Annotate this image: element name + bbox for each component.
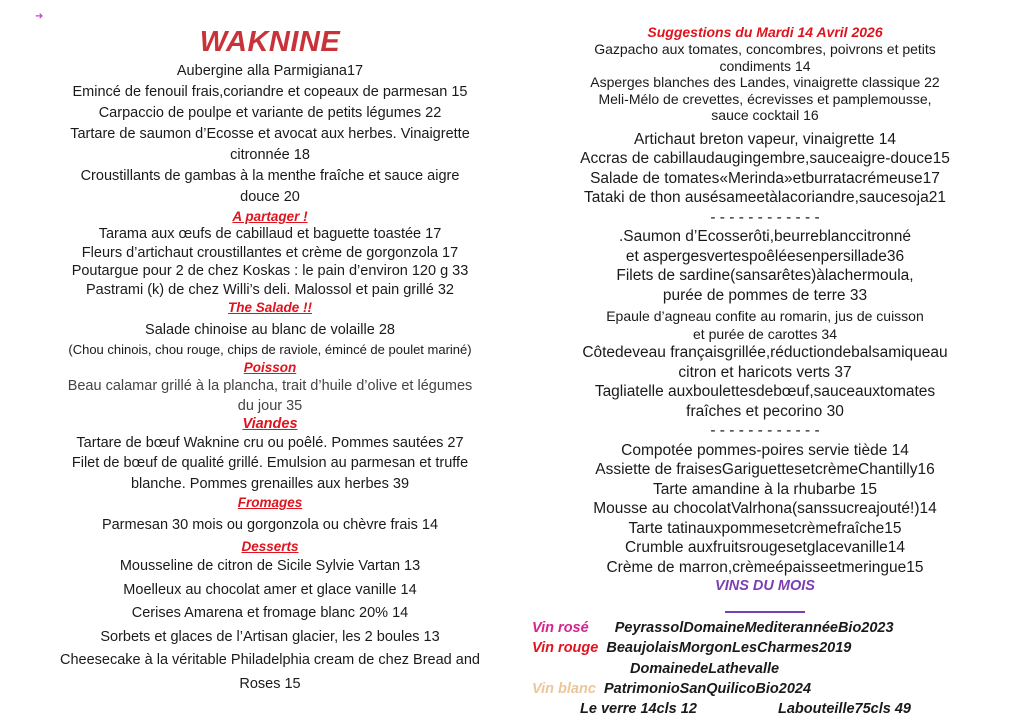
menu-line: Tartare de saumon d’Ecosse et avocat aux herbes. Vinaigrette (70, 126, 470, 142)
suggestions-mains-small (520, 307, 1010, 343)
wine-rose-value: PeyrassolDomaineMediterannéeBio2023 (614, 620, 894, 636)
menu-line: Pastrami (k) de chez Willi’s deli. Malossol et pain grillé 32 (85, 281, 454, 298)
menu-line: Artichaut breton vapeur, vinaigrette 14 (634, 130, 896, 148)
menu-line: Tarte amandine à la rhubarbe 15 (652, 480, 878, 498)
suggestions-column (520, 0, 1010, 613)
menu-line: douce 20 (240, 189, 300, 205)
menu-line: Cerises Amarena et fromage blanc 20% 14 (131, 605, 409, 621)
menu-line: Gazpacho aux tomates, concombres, poivrons et petits (594, 41, 936, 57)
salade-line: Salade chinoise au blanc de volaille 28 (145, 322, 395, 338)
suggestions-starters (520, 130, 1010, 208)
section-title-fromages: Fromages (237, 495, 303, 510)
suggestions-mains-b (520, 343, 1010, 421)
suggestions-desserts (520, 441, 1010, 578)
wine-glass-price: Le verre 14cls 12 (580, 701, 697, 717)
menu-line: citron et haricots verts 37 (678, 363, 852, 381)
menu-line: Cheesecake à la véritable Philadelphia cream de chez Bread and (60, 652, 480, 668)
menu-line: fraîches et pecorino 30 (686, 402, 844, 420)
menu-line: Tagliatelle auxboulettesdebœuf,sauceauxtomates (594, 383, 936, 400)
menu-line: Asperges blanches des Landes, vinaigrette classique 22 (590, 74, 940, 90)
menu-line: et purée de carottes 34 (693, 326, 837, 342)
menu-line: Tataki de thon ausésameetàlacoriandre,saucesoja21 (584, 189, 946, 206)
wine-rouge-value: BeaujolaisMorgonLesCharmes2019 (606, 640, 852, 656)
salade-detail: (Chou chinois, chou rouge, chips de raviole, émincé de poulet mariné) (68, 341, 472, 357)
menu-line: condiments 14 (719, 57, 811, 74)
restaurant-title: WAKNINE (199, 26, 341, 58)
section-title-viandes: Viandes (242, 415, 298, 432)
wines-title: VINS DU MOIS (715, 578, 815, 594)
menu-line: purée de pommes de terre 33 (662, 286, 868, 304)
menu-line: Roses 15 (239, 675, 301, 692)
menu-line: Aubergine alla Parmigiana17 (176, 63, 364, 79)
menu-line: sauce cocktail 16 (711, 107, 819, 123)
wine-rose-row (532, 620, 894, 636)
separator: - - - - - - - - - - - - (710, 208, 820, 226)
wine-blanc-row (532, 681, 811, 697)
section-title-desserts: Desserts (241, 539, 299, 554)
menu-line: Sorbets et glaces de l’Artisan glacier, les 2 boules 13 (100, 628, 440, 645)
menu-line: Assiette de fraisesGariguettesetcrèmeChantilly16 (595, 461, 935, 478)
menu-line: Tartare de bœuf Waknine cru ou poêlé. Pommes sautées 27 (76, 434, 464, 451)
menu-line: et aspergesvertespoêléesenpersillade36 (625, 247, 905, 265)
menu-line: Beau calamar grillé à la plancha, trait d’huile d’olive et légumes (67, 377, 473, 394)
cheese-list (30, 515, 510, 535)
pink-arrow-icon: ➜ (35, 11, 44, 22)
menu-line: Tarama aux œufs de cabillaud et baguette toastée 17 (98, 226, 442, 242)
menu-line: Mousseline de citron de Sicile Sylvie Vartan 13 (119, 558, 421, 574)
menu-line: Meli-Mélo de crevettes, écrevisses et pamplemousse, (598, 90, 932, 107)
menu-line: Carpaccio de poulpe et variante de petits légumes 22 (98, 105, 442, 121)
menu-line: Accras de cabillaudaugingembre,sauceaigre-douce15 (580, 150, 950, 167)
meat-list (30, 433, 510, 495)
menu-line: Crumble auxfruitsrougesetglacevanille14 (624, 539, 905, 556)
wine-rouge-label: Vin rouge (532, 640, 599, 656)
menu-line: Compotée pommes-poires servie tiède 14 (621, 441, 909, 459)
section-title-salade: The Salade !! (227, 300, 313, 315)
wine-blanc-value: PatrimonioSanQuilicoBio2024 (603, 681, 812, 697)
suggestions-title: Suggestions du Mardi 14 Avril 2026 (647, 24, 883, 40)
menu-line: Filets de sardine(sansarêtes)àlachermoula, (616, 267, 914, 284)
menu-line: Fleurs d’artichaut croustillantes et crème de gorgonzola 17 (81, 244, 459, 261)
menu-line: Mousse au chocolatValrhona(sanssucreajouté!)14 (593, 500, 937, 517)
separator: - - - - - - - - - - - - (710, 422, 820, 439)
sharing-list (30, 225, 510, 299)
suggestions-mains-a (520, 227, 1010, 305)
menu-line: du jour 35 (237, 397, 303, 414)
wine-bottle-price: Labouteille75cls 49 (778, 701, 911, 717)
menu-line: Côtedeveau françaisgrillée,réductiondebalsamiqueau (582, 344, 948, 361)
menu-line: Croustillants de gambas à la menthe fraîche et sauce aigre (80, 168, 460, 184)
menu-line: Epaule d’agneau confite au romarin, jus de cuisson (606, 308, 924, 324)
main-menu-column (30, 0, 510, 696)
menu-line: Emincé de fenouil frais,coriandre et copeaux de parmesan 15 (72, 84, 468, 100)
menu-line: citronnée 18 (230, 147, 310, 163)
menu-line: Crème de marron,crèmeépaisseetmeringue15 (606, 558, 924, 576)
menu-line: Filet de bœuf de qualité grillé. Emulsion au parmesan et truffe (71, 455, 469, 471)
wine-blanc-label: Vin blanc (532, 681, 596, 697)
wine-rose-label: Vin rosé (532, 620, 589, 636)
menu-line: Moelleux au chocolat amer et glace vanille 14 (123, 581, 417, 598)
section-title-partager: A partager ! (232, 209, 308, 224)
fish-list (30, 376, 510, 416)
menu-line: Poutargue pour 2 de chez Koskas : le pain d’environ 120 g 33 (71, 263, 469, 279)
menu-line: .Saumon d’Ecosserôti,beurreblanccitronné (618, 228, 912, 245)
section-title-poisson: Poisson (243, 359, 297, 375)
menu-line: blanche. Pommes grenailles aux herbes 39 (130, 475, 410, 492)
menu-line: Tarte tatinauxpommesetcrèmefraîche15 (628, 519, 902, 537)
menu-line: Parmesan 30 mois ou gorgonzola ou chèvre frais 14 (101, 517, 439, 533)
desserts-list (30, 555, 510, 696)
wine-rouge-domaine: DomainedeLathevalle (630, 661, 780, 677)
wines-underline (725, 611, 805, 613)
wine-rouge-row (532, 640, 851, 656)
suggestions-small-list (520, 41, 1010, 124)
menu-line: Salade de tomates«Merinda»etburratacrémeuse17 (590, 169, 940, 187)
starters-list (30, 61, 510, 208)
